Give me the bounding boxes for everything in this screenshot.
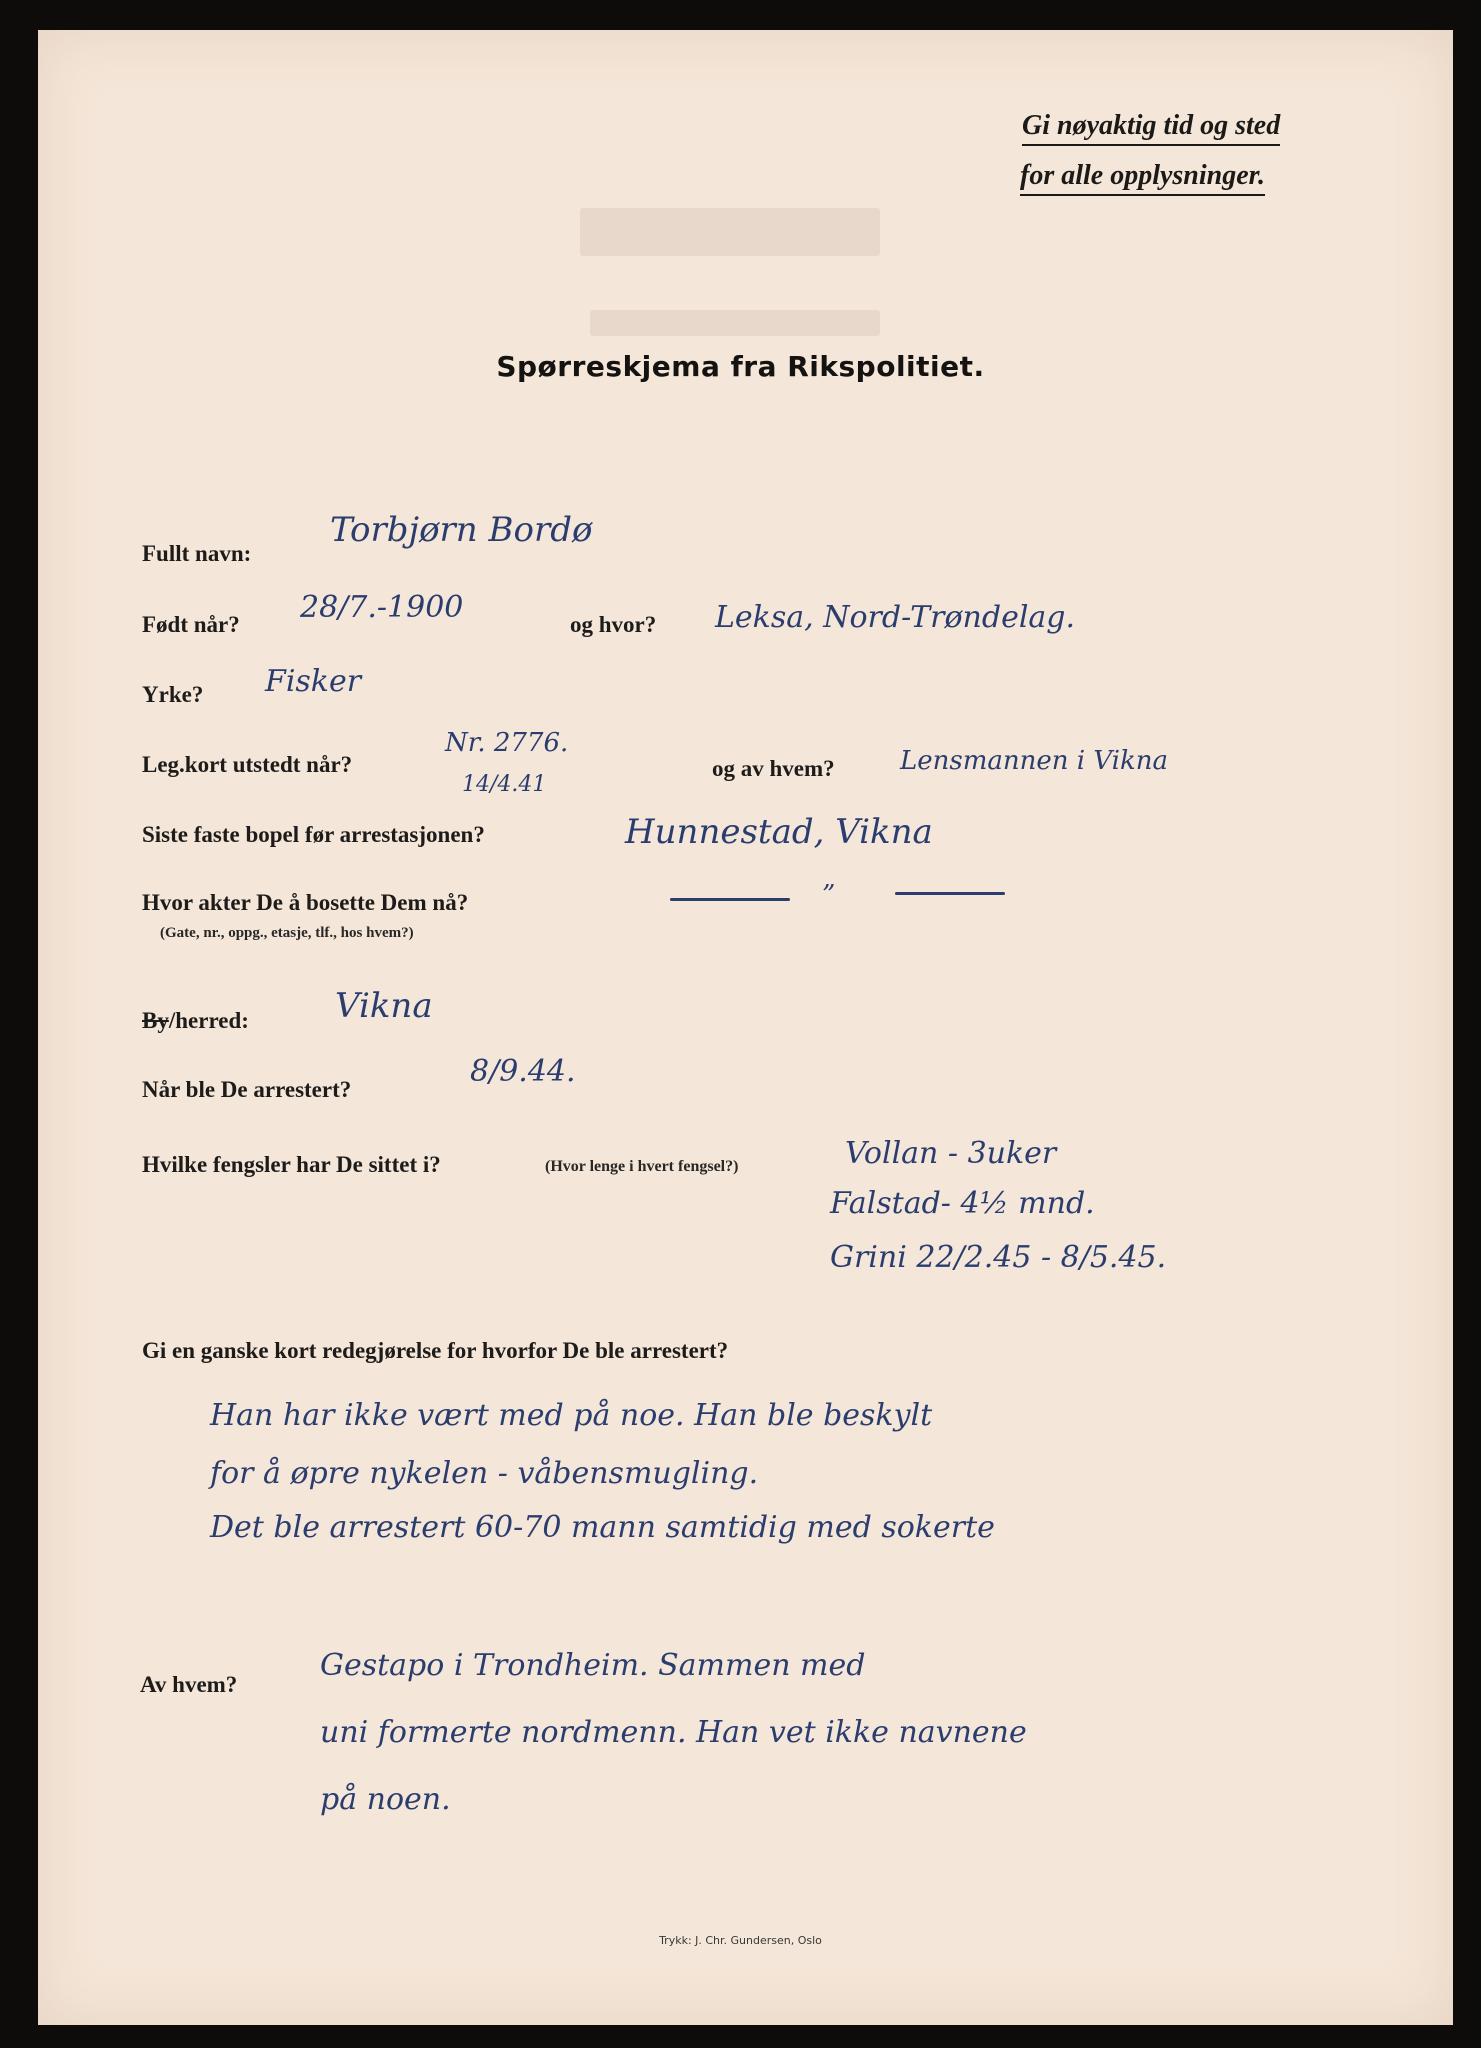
- arrested-when-label: Når ble De arrestert?: [142, 1077, 352, 1102]
- leg-card-date: 14/4.41: [462, 772, 547, 797]
- settle-label: Hvor akter De å bosette Dem nå?: [142, 890, 469, 915]
- prisons-line-3: Grini 22/2.45 - 8/5.45.: [830, 1240, 1167, 1275]
- ditto-dash-right: [895, 892, 1005, 895]
- notice-line-1: Gi nøyaktig tid og sted: [1022, 110, 1280, 146]
- prisons-label: Hvilke fengsler har De sittet i?: [142, 1152, 441, 1177]
- born-when-label: Født når?: [142, 612, 240, 637]
- reason-label: Gi en ganske kort redegjørelse for hvorfor De ble arrestert?: [142, 1338, 729, 1363]
- last-residence-label: Siste faste bopel før arrestasjonen?: [142, 822, 485, 847]
- born-where-label: og hvor?: [570, 612, 657, 637]
- settle-value: ”: [822, 880, 836, 910]
- last-residence-value: Hunnestad, Vikna: [625, 812, 933, 852]
- page-title: Spørreskjema fra Rikspolitiet.: [496, 350, 985, 383]
- reason-line-3: Det ble arrestert 60-70 mann samtidig med sokerte: [210, 1510, 995, 1545]
- born-where-value: Leksa, Nord-Trøndelag.: [715, 600, 1076, 635]
- reason-line-1: Han har ikke vært med på noe. Han ble beskylt: [210, 1398, 933, 1433]
- leg-card-by-label: og av hvem?: [712, 756, 835, 781]
- occupation-value: Fisker: [265, 664, 362, 699]
- show-through-mark: [580, 208, 880, 256]
- prisons-line-2: Falstad- 4½ mnd.: [830, 1186, 1095, 1221]
- notice-line-2: for alle opplysninger.: [1020, 160, 1265, 196]
- ditto-dash-left: [670, 898, 790, 901]
- full-name-value: Torbjørn Bordø: [330, 510, 593, 550]
- arrested-when-value: 8/9.44.: [470, 1054, 576, 1089]
- reason-line-2: for å øpre nykelen - våbensmugling.: [210, 1456, 759, 1491]
- by-whom-line-1: Gestapo i Trondheim. Sammen med: [320, 1648, 866, 1683]
- municipality-value: Vikna: [335, 986, 433, 1026]
- municipality-label: [142, 1008, 249, 1034]
- show-through-mark: [590, 310, 880, 336]
- occupation-label: Yrke?: [142, 682, 204, 707]
- settle-hint: (Gate, nr., oppg., etasje, tlf., hos hvem?): [160, 925, 414, 941]
- municipality-struck: By: [142, 1008, 169, 1033]
- by-whom-line-3: på noen.: [320, 1782, 451, 1817]
- prisons-hint: (Hvor lenge i hvert fengsel?): [545, 1158, 739, 1175]
- by-whom-label: Av hvem?: [140, 1672, 238, 1697]
- municipality-label-rest: /herred:: [168, 1008, 249, 1033]
- leg-card-by-value: Lensmannen i Vikna: [900, 746, 1168, 776]
- born-when-value: 28/7.-1900: [300, 590, 464, 625]
- printer-imprint: Trykk: J. Chr. Gundersen, Oslo: [659, 1934, 822, 1947]
- leg-card-number: Nr. 2776.: [445, 728, 569, 758]
- by-whom-line-2: uni formerte nordmenn. Han vet ikke navnene: [320, 1715, 1027, 1750]
- prisons-line-1: Vollan - 3uker: [845, 1136, 1057, 1171]
- leg-card-when-label: Leg.kort utstedt når?: [142, 752, 353, 777]
- full-name-label: Fullt navn:: [142, 541, 252, 566]
